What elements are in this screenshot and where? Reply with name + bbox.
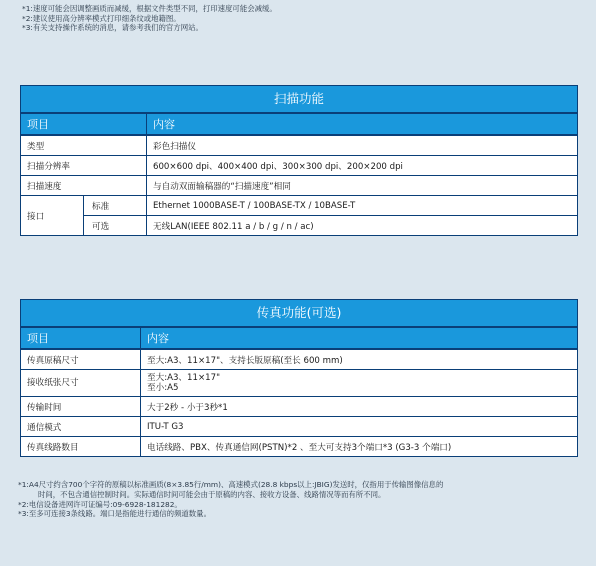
- scan-spec-panel: [20, 85, 578, 236]
- table-row: [21, 417, 577, 437]
- row-label: 传输时间: [21, 397, 141, 417]
- row-label: 扫描速度: [21, 176, 147, 196]
- row-label: 扫描分辨率: [21, 156, 147, 176]
- fax-panel-title: 传真功能(可选): [21, 300, 577, 328]
- scan-panel-title: 扫描功能: [21, 86, 577, 114]
- row-value: 大于2秒 - 小于3秒*1: [141, 397, 578, 417]
- row-label: 传真线路数目: [21, 437, 141, 457]
- row-label: 接收纸张尺寸: [21, 370, 141, 397]
- footnote: 时间，不包含通信控制时间。实际通信时间可能会由于原稿的内容、接收方设备、线路情况等而有所不同。: [38, 489, 386, 499]
- table-row: [21, 349, 577, 370]
- table-row: [21, 156, 577, 176]
- column-header-content: 内容: [141, 328, 578, 349]
- row-value-line: 至小:A5: [147, 383, 179, 393]
- footnote: *2:建议使用高分辨率模式打印细条纹或地籍图。: [22, 13, 181, 23]
- row-value: 600×600 dpi、400×400 dpi、300×300 dpi、200×200 dpi: [147, 156, 578, 176]
- row-value: 电话线路、PBX、传真通信网(PSTN)*2 、至大可支持3个端口*3 (G3-3 个端口): [141, 437, 578, 457]
- footnote: *1:速度可能会因调整画质而减缓，根据文件类型不同，打印速度可能会减缓。: [22, 4, 277, 13]
- row-sublabel: 可选: [84, 216, 147, 236]
- table-row: [21, 135, 577, 156]
- row-label: 类型: [21, 135, 147, 156]
- table-row: [21, 216, 577, 236]
- row-value: 无线LAN(IEEE 802.11 a / b / g / n / ac): [147, 216, 578, 236]
- row-value: 彩色扫描仪: [147, 135, 578, 156]
- footnote: *3:至多可连接3条线路。端口是指能进行通信的频道数量。: [18, 509, 211, 519]
- fax-spec-panel: [20, 299, 578, 457]
- footnote: *1:A4尺寸约含700个字符的原稿以标准画质(8×3.85行/mm)、高速模式(28.8 kbps以上:JBIG)发送时，仅指用于传输图像信息的: [18, 480, 444, 489]
- top-footnotes: [22, 4, 582, 33]
- table-row: [21, 370, 577, 397]
- row-value: 至大:A3、11×17"、支持长版原稿(至长 600 mm): [141, 349, 578, 370]
- fax-spec-table: [21, 328, 577, 456]
- row-label: 传真原稿尺寸: [21, 349, 141, 370]
- table-row: [21, 397, 577, 417]
- row-value-line: 至大:A3、11×17": [147, 373, 221, 383]
- bottom-footnotes: [18, 480, 588, 519]
- row-label: 通信模式: [21, 417, 141, 437]
- column-header-item: 项目: [21, 328, 141, 349]
- row-value: ITU-T G3: [141, 417, 578, 437]
- scan-spec-table: [21, 114, 577, 235]
- footnote: *2:电信设备进网许可证编号:09-6928-181282。: [18, 499, 182, 509]
- table-row: [21, 437, 577, 457]
- table-row: [21, 176, 577, 196]
- footnote: *3:有关支持操作系统的消息，请参考我们的官方网站。: [22, 23, 203, 33]
- row-value: Ethernet 1000BASE-T / 100BASE-TX / 10BASE-T: [147, 196, 578, 216]
- row-value: 与自动双面输稿器的“扫描速度”相同: [147, 176, 578, 196]
- row-value: [141, 370, 578, 397]
- column-header-item: 项目: [21, 114, 147, 135]
- table-row: [21, 196, 577, 216]
- row-sublabel: 标准: [84, 196, 147, 216]
- column-header-content: 内容: [147, 114, 578, 135]
- row-label: 接口: [21, 196, 84, 236]
